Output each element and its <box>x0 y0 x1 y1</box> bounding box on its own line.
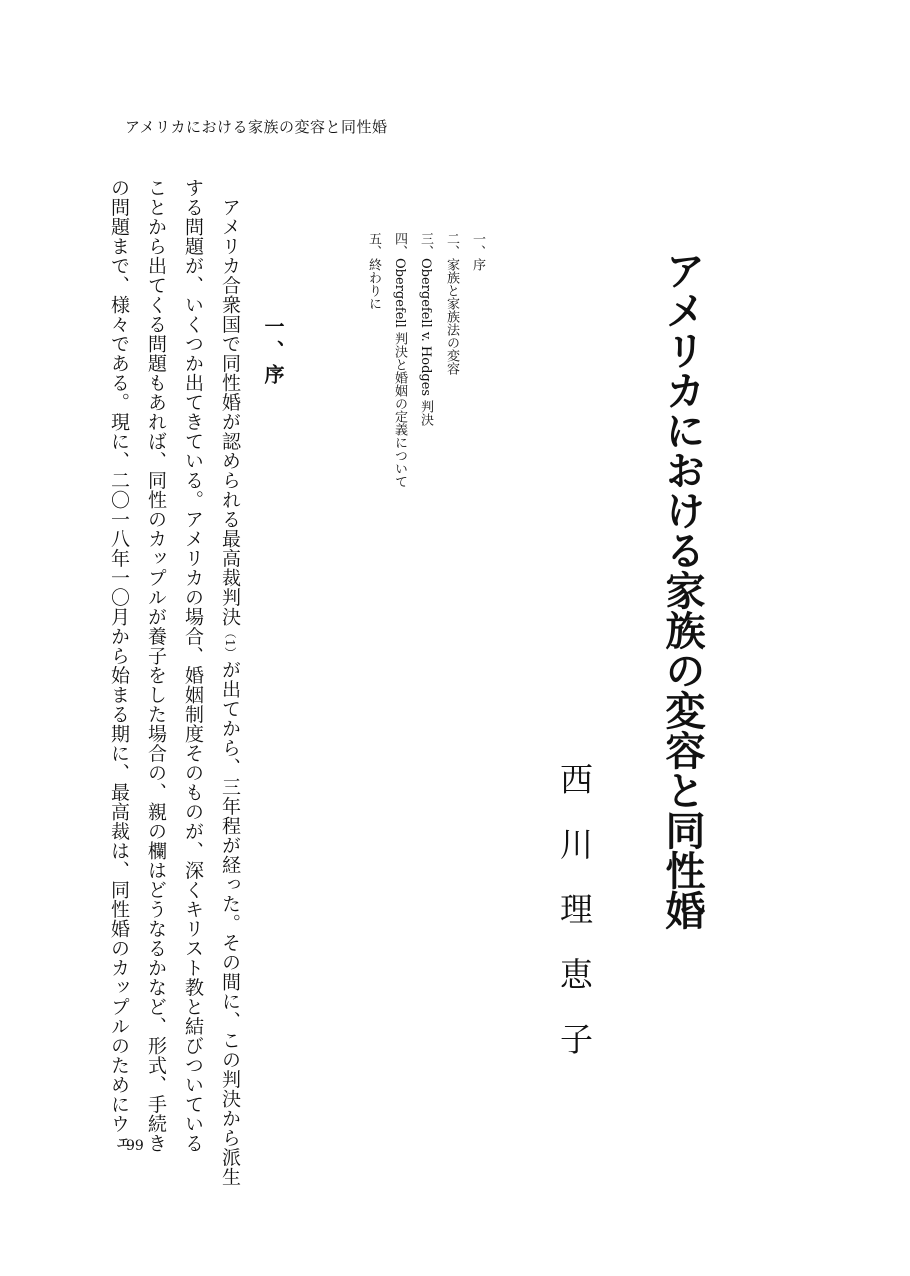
running-header: アメリカにおける家族の変容と同性婚 <box>125 118 388 136</box>
author-name: 西川理恵子 <box>555 762 594 1087</box>
toc-item: 二、家族と家族法の変容 <box>444 232 459 375</box>
footnote-reference: （1） <box>223 626 237 660</box>
body-text <box>100 178 248 1186</box>
body-line: する問題が、いくつか出てきている。アメリカの場合、婚姻制度そのものが、深くキリスト教と結びついている <box>182 178 204 1153</box>
article-title: アメリカにおける家族の変容と同性婚 <box>659 250 706 930</box>
body-line: ことから出てくる問題もあれば、同性のカップルが養子をした場合の、親の欄はどうなるかなど、形式、手続き <box>145 178 167 1153</box>
page-number: 99 <box>126 1138 144 1154</box>
toc-item: 三、Obergefell v. Hodges 判決 <box>418 232 433 427</box>
toc-item: 四、Obergefell 判決と婚姻の定義について <box>392 232 407 488</box>
body-line: アメリカ合衆国で同性婚が認められる最高裁判決（1）が出てから、三年程が経った。その間に、この判決から派生 <box>219 178 241 1187</box>
section-heading: 一、序 <box>261 316 285 388</box>
table-of-contents <box>360 232 490 488</box>
toc-item: 五、終わりに <box>366 232 381 310</box>
toc-item: 一、序 <box>470 232 485 271</box>
body-line: の問題まで、様々である。現に、二〇一八年一〇月から始まる期に、最高裁は、同性婚のカップルのためにウェ <box>108 178 130 1153</box>
